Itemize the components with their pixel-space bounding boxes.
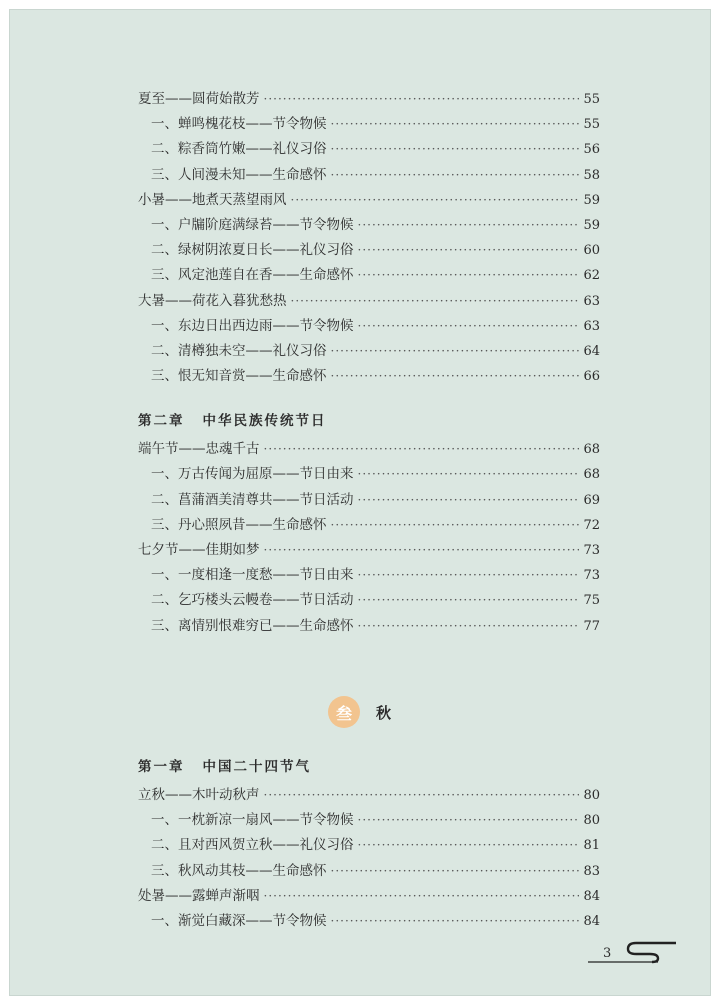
entry-page: 68 [583,442,600,458]
chapter-title: 中华民族传统节日 [202,413,327,430]
entry-page: 80 [583,788,600,803]
dot-leader [331,513,580,538]
page [10,10,710,995]
entry-title: 二、粽香筒竹嫩——礼仪习俗 [151,141,327,158]
entry-title: 三、秋风动其枝——生命感怀 [151,862,327,879]
entry-title: 一、万古传闻为屈原——节日由来 [151,466,354,483]
toc-entry [138,163,600,188]
dot-leader [358,833,580,858]
dot-leader [264,87,580,112]
entry-page: 81 [583,838,600,854]
entry-page: 83 [583,863,600,879]
entry-page: 55 [583,92,600,107]
entry-page: 56 [583,142,600,158]
entry-title: 大暑——荷花入暮犹愁热 [138,292,287,309]
page-number-block [588,940,678,968]
toc-entry [138,289,600,314]
entry-title: 三、恨无知音赏——生命感怀 [151,368,327,385]
dot-leader [358,808,580,833]
toc-entry [138,563,600,588]
entry-page: 66 [583,369,600,385]
toc-entry [138,909,600,934]
entry-title: 一、一度相逢一度愁——节日由来 [151,567,354,584]
table-of-contents-autumn [138,755,600,934]
entry-title: 三、丹心照夙昔——生命感怀 [151,516,327,533]
entry-title: 七夕节——佳期如梦 [138,542,260,558]
entry-page: 63 [583,293,600,309]
entry-title: 一、户牖阶庭满绿苔——节令物候 [151,216,354,233]
page-ornament-icon [588,940,678,968]
toc-entry [138,783,600,808]
entry-page: 59 [583,217,600,233]
toc-entry [138,859,600,884]
dot-leader [264,783,580,808]
entry-title: 三、人间漫未知——生命感怀 [151,166,327,183]
dot-leader [358,462,580,487]
toc-entry [138,588,600,613]
toc-entry [138,238,600,263]
entry-page: 60 [583,243,600,259]
entry-title: 夏至——圆荷始散芳 [138,91,260,107]
toc-entry [138,488,600,513]
entry-page: 80 [583,813,600,829]
entry-title: 立秋——木叶动秋声 [138,787,260,803]
toc-entry [138,884,600,909]
entry-page: 73 [583,568,600,584]
dot-leader [358,588,580,613]
entry-title: 二、且对西风贺立秋——礼仪习俗 [151,837,354,854]
dot-leader [358,213,580,238]
entry-title: 处暑——露蝉声渐咽 [138,887,260,904]
season-name: 秋 [376,703,392,722]
toc-entry [138,614,600,639]
festival-entries-group [138,437,600,639]
entry-page: 77 [583,618,600,634]
chapter-heading-festivals [138,409,600,433]
toc-entry [138,339,600,364]
chapter-number: 第二章 [138,413,185,430]
dot-leader [358,314,580,339]
dot-leader [331,364,580,389]
dot-leader [331,163,580,188]
toc-entry [138,112,600,137]
dot-leader [358,488,580,513]
season-heading [328,696,391,728]
toc-entry [138,314,600,339]
dot-leader [264,538,580,563]
entry-page: 73 [583,543,600,558]
entry-page: 84 [583,913,600,929]
toc-entry [138,833,600,858]
toc-entry [138,263,600,288]
entry-page: 68 [583,467,600,483]
dot-leader [264,884,580,909]
volume-badge: 叁 [328,696,360,728]
dot-leader [331,859,580,884]
dot-leader [331,112,580,137]
entry-title: 端午节——忠魂千古 [138,441,260,458]
chapter-heading-solar-terms [138,755,600,779]
toc-entry [138,462,600,487]
summer-entries-group [138,87,600,389]
dot-leader [358,563,580,588]
toc-entry [138,87,600,112]
entry-page: 72 [583,517,600,533]
dot-leader [358,614,580,639]
entry-page: 75 [583,593,600,609]
dot-leader [358,238,580,263]
chapter-number: 第一章 [138,759,185,775]
toc-entry [138,437,600,462]
toc-entry [138,213,600,238]
toc-entry [138,538,600,563]
entry-title: 二、绿树阴浓夏日长——礼仪习俗 [151,242,354,259]
entry-page: 69 [583,492,600,508]
toc-entry [138,364,600,389]
entry-title: 一、一枕新凉一扇风——节令物候 [151,812,354,829]
dot-leader [291,289,580,314]
entry-page: 58 [583,167,600,183]
page-number: 3 [603,946,612,961]
dot-leader [358,263,580,288]
entry-title: 二、清樽独未空——礼仪习俗 [151,342,327,359]
entry-title: 一、蝉鸣槐花枝——节令物候 [151,116,327,133]
dot-leader [331,909,580,934]
toc-entry [138,513,600,538]
autumn-entries-group [138,783,600,934]
entry-title: 三、风定池莲自在香——生命感怀 [151,267,354,284]
entry-page: 62 [583,268,600,284]
entry-title: 三、离情别恨难穷已——生命感怀 [151,617,354,634]
entry-page: 64 [583,343,600,359]
chapter-title: 中国二十四节气 [202,759,311,775]
toc-entry [138,808,600,833]
entry-title: 一、渐觉白藏深——节令物候 [151,912,327,929]
table-of-contents [138,87,600,639]
dot-leader [331,339,580,364]
entry-title: 小暑——地煮天蒸望雨风 [138,191,287,208]
entry-page: 84 [583,888,600,904]
dot-leader [291,188,580,213]
toc-entry [138,137,600,162]
entry-title: 二、菖蒲酒美清尊共——节日活动 [151,491,354,508]
entry-page: 59 [583,192,600,208]
toc-entry [138,188,600,213]
dot-leader [264,437,580,462]
entry-page: 55 [583,117,600,133]
entry-title: 二、乞巧楼头云幔卷——节日活动 [151,592,354,609]
dot-leader [331,137,580,162]
entry-page: 63 [583,318,600,334]
entry-title: 一、东边日出西边雨——节令物候 [151,317,354,334]
